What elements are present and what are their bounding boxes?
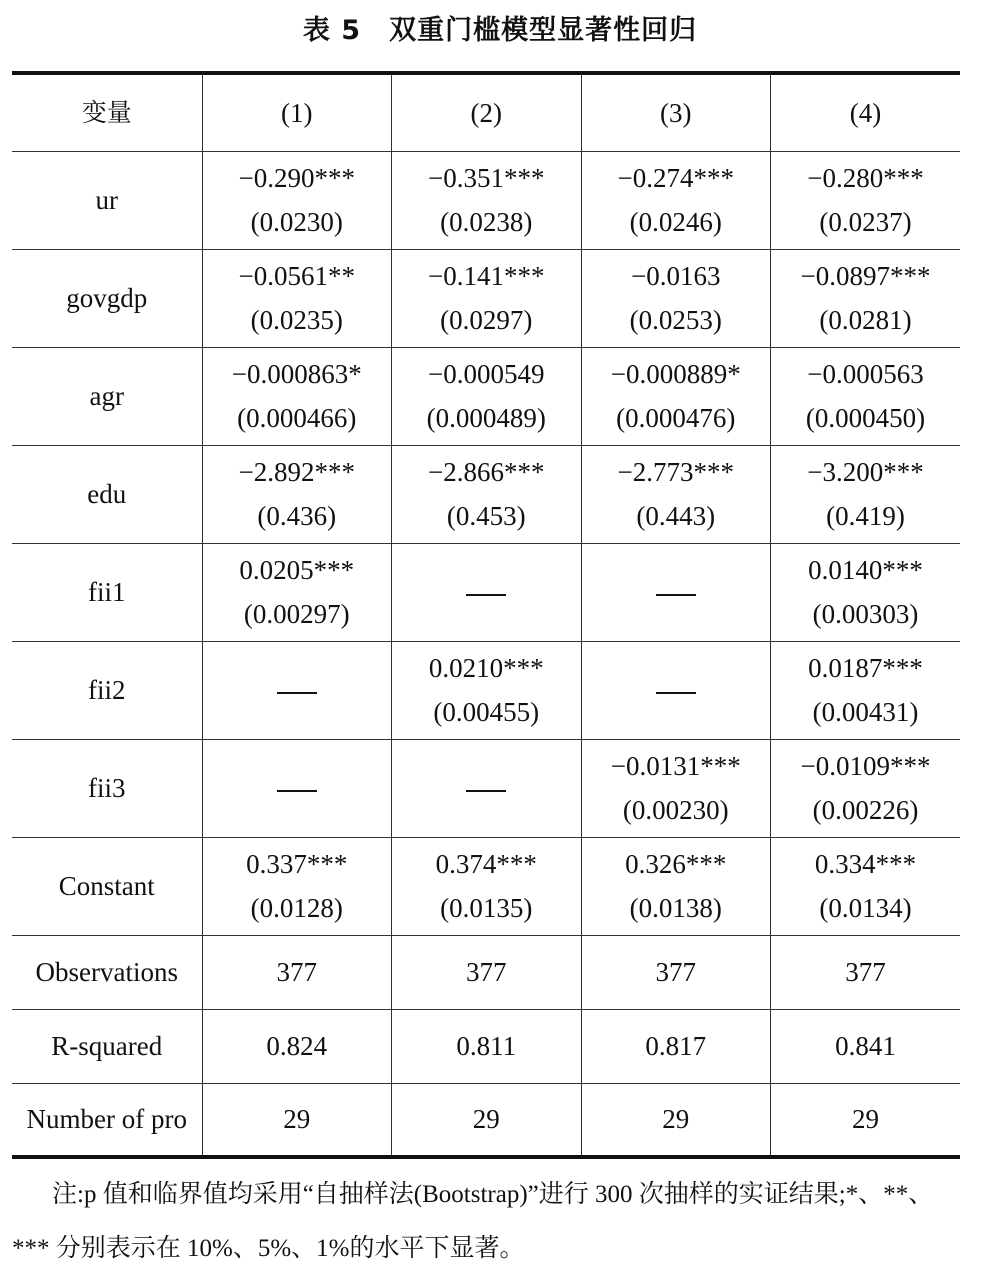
stat-value: 0.817 [581, 1009, 771, 1083]
stat-value: 0.824 [202, 1009, 392, 1083]
estimate-cell [581, 249, 771, 347]
stat-value: 377 [392, 935, 582, 1009]
coefficient: −0.141*** [428, 261, 545, 291]
standard-error: (0.000489) [426, 403, 546, 433]
coefficient: −0.0163 [631, 261, 721, 291]
standard-error: (0.0135) [440, 893, 533, 923]
standard-error: (0.000450) [805, 403, 926, 433]
table-row [12, 347, 960, 445]
header-row [12, 73, 960, 151]
coefficient: −0.000863* [231, 359, 362, 389]
standard-error: (0.443) [636, 501, 716, 531]
empty-dash [656, 692, 696, 694]
estimate-cell [581, 837, 771, 935]
estimate-cell [771, 641, 961, 739]
coefficient: −2.866*** [428, 457, 545, 487]
standard-error: (0.00455) [433, 697, 540, 727]
estimate-cell [771, 249, 961, 347]
estimate-cell [202, 641, 392, 739]
coefficient: −0.0131*** [610, 751, 741, 781]
coefficient: 0.0140*** [808, 555, 923, 585]
estimate-cell [771, 347, 961, 445]
standard-error: (0.0134) [819, 893, 912, 923]
coefficient: 0.326*** [625, 849, 727, 879]
estimate-cell [392, 445, 582, 543]
standard-error: (0.00230) [622, 795, 729, 825]
variable-name: fii2 [12, 641, 202, 739]
coefficient: −0.000549 [428, 359, 545, 389]
empty-dash [466, 790, 506, 792]
estimate-cell [771, 543, 961, 641]
stat-label: R-squared [12, 1009, 202, 1083]
stat-value: 377 [581, 935, 771, 1009]
coefficient: −0.280*** [807, 163, 924, 193]
stat-row [12, 1083, 960, 1157]
coefficient: −0.000889* [610, 359, 741, 389]
estimate-cell [581, 347, 771, 445]
coefficient: 0.374*** [435, 849, 537, 879]
variable-name: fii1 [12, 543, 202, 641]
estimate-cell [581, 543, 771, 641]
stat-row [12, 1009, 960, 1083]
coefficient: −0.000563 [807, 359, 924, 389]
standard-error: (0.0246) [629, 207, 722, 237]
empty-dash [277, 790, 317, 792]
coefficient: −2.892*** [238, 457, 355, 487]
variable-name: govgdp [12, 249, 202, 347]
estimate-cell [202, 151, 392, 249]
coefficient: 0.0210*** [428, 653, 544, 683]
estimate-cell [202, 249, 392, 347]
estimate-cell [202, 445, 392, 543]
coefficient: 0.0187*** [808, 653, 923, 683]
standard-error: (0.00303) [812, 599, 919, 629]
stat-row [12, 935, 960, 1009]
standard-error: (0.00226) [812, 795, 919, 825]
variable-header: 变量 [12, 73, 202, 151]
table-body [12, 151, 960, 1157]
estimate-cell [771, 445, 961, 543]
estimate-cell [581, 739, 771, 837]
estimate-cell [581, 641, 771, 739]
table-row [12, 837, 960, 935]
stat-value: 377 [202, 935, 392, 1009]
standard-error: (0.0128) [250, 893, 343, 923]
standard-error: (0.453) [446, 501, 526, 531]
standard-error: (0.0253) [629, 305, 722, 335]
column-header: (3) [581, 73, 771, 151]
empty-dash [466, 594, 506, 596]
standard-error: (0.436) [257, 501, 337, 531]
variable-name: fii3 [12, 739, 202, 837]
stat-value: 29 [202, 1083, 392, 1157]
estimate-cell [202, 347, 392, 445]
estimate-cell [771, 837, 961, 935]
empty-dash [277, 692, 317, 694]
standard-error: (0.0230) [250, 207, 343, 237]
table-row [12, 445, 960, 543]
estimate-cell [392, 151, 582, 249]
standard-error: (0.0237) [819, 207, 912, 237]
standard-error: (0.00431) [812, 697, 919, 727]
coefficient: −2.773*** [617, 457, 734, 487]
coefficient: 0.334*** [814, 849, 917, 879]
standard-error: (0.000466) [237, 403, 357, 433]
column-header: (2) [392, 73, 582, 151]
coefficient: −0.351*** [428, 163, 545, 193]
stat-label: Observations [12, 935, 202, 1009]
table-row [12, 249, 960, 347]
coefficient: −0.274*** [617, 163, 734, 193]
estimate-cell [392, 249, 582, 347]
stat-value: 0.811 [392, 1009, 582, 1083]
stat-value: 29 [581, 1083, 771, 1157]
table-title: 表 5 双重门槛模型显著性回归 [302, 15, 698, 46]
table-row [12, 641, 960, 739]
estimate-cell [771, 739, 961, 837]
coefficient: −0.0109*** [800, 751, 931, 781]
table-row [12, 151, 960, 249]
estimate-cell [392, 347, 582, 445]
standard-error: (0.0297) [440, 305, 533, 335]
variable-name: Constant [12, 837, 202, 935]
estimate-cell [392, 739, 582, 837]
coefficient: 0.337*** [246, 849, 348, 879]
variable-name: agr [12, 347, 202, 445]
column-header: (4) [771, 73, 961, 151]
estimate-cell [771, 151, 961, 249]
estimate-cell [392, 641, 582, 739]
coefficient: −3.200*** [807, 457, 924, 487]
stat-value: 377 [771, 935, 961, 1009]
stat-label: Number of pro [12, 1083, 202, 1157]
stat-value: 0.841 [771, 1009, 961, 1083]
coefficient: −0.290*** [238, 163, 355, 193]
empty-dash [656, 594, 696, 596]
standard-error: (0.000476) [616, 403, 736, 433]
estimate-cell [392, 837, 582, 935]
standard-error: (0.419) [826, 501, 905, 531]
stat-value: 29 [392, 1083, 582, 1157]
estimate-cell [581, 445, 771, 543]
estimate-cell [202, 739, 392, 837]
regression-table [12, 71, 960, 1159]
column-header: (1) [202, 73, 392, 151]
variable-name: ur [12, 151, 202, 249]
standard-error: (0.00297) [243, 599, 350, 629]
standard-error: (0.0235) [250, 305, 343, 335]
table-row [12, 739, 960, 837]
standard-error: (0.0238) [440, 207, 533, 237]
table-note: 注:p 值和临界值均采用“自抽样法(Bootstrap)”进行 300 次抽样的实证结果;*、**、*** 分别表示在 10%、5%、1%的水平下显著。 [12, 1181, 934, 1262]
coefficient: −0.0897*** [800, 261, 931, 291]
estimate-cell [202, 837, 392, 935]
stat-value: 29 [771, 1083, 961, 1157]
coefficient: 0.0205*** [239, 555, 355, 585]
coefficient: −0.0561** [238, 261, 355, 291]
estimate-cell [392, 543, 582, 641]
standard-error: (0.0138) [629, 893, 722, 923]
estimate-cell [202, 543, 392, 641]
estimate-cell [581, 151, 771, 249]
variable-name: edu [12, 445, 202, 543]
table-row [12, 543, 960, 641]
standard-error: (0.0281) [819, 305, 912, 335]
